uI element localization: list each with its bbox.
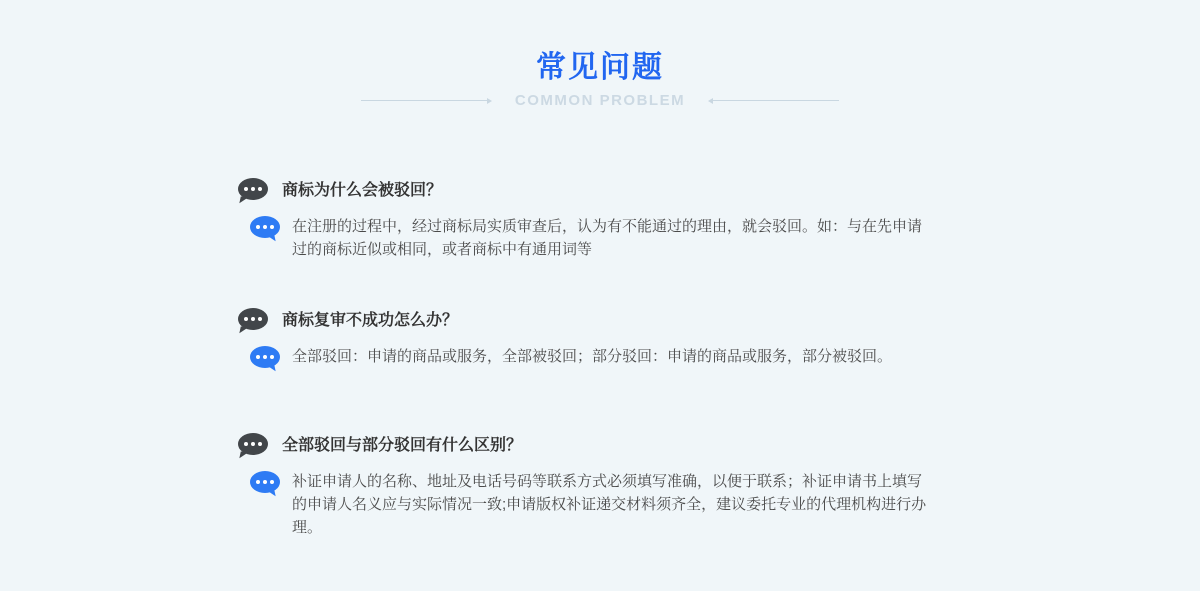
question-bubble-icon bbox=[238, 308, 268, 330]
question-row bbox=[238, 432, 938, 455]
section-header bbox=[0, 0, 1200, 109]
subtitle-row bbox=[0, 92, 1200, 109]
faq-item bbox=[238, 177, 938, 261]
answer-row bbox=[250, 215, 938, 261]
faq-item bbox=[238, 432, 938, 539]
question-row bbox=[238, 307, 938, 330]
question-bubble-icon bbox=[238, 178, 268, 200]
decorative-line-right bbox=[713, 100, 839, 101]
faq-item bbox=[238, 307, 938, 368]
faq-list bbox=[238, 177, 938, 539]
answer-bubble-icon bbox=[250, 471, 280, 493]
answer-text: 全部驳回：申请的商品或服务，全部被驳回；部分驳回：申请的商品或服务，部分被驳回。 bbox=[292, 348, 893, 365]
page-title: 常见问题 bbox=[536, 51, 664, 84]
question-row bbox=[238, 177, 938, 200]
question-text: 商标复审不成功怎么办？ bbox=[282, 312, 459, 329]
question-bubble-icon bbox=[238, 433, 268, 455]
answer-bubble-icon bbox=[250, 216, 280, 238]
decorative-line-left bbox=[361, 100, 487, 101]
question-text: 商标为什么会被驳回？ bbox=[282, 182, 443, 199]
answer-text: 在注册的过程中，经过商标局实质审查后，认为有不能通过的理由，就会驳回。如：与在先申请过的商标近似或相同，或者商标中有通用词等 bbox=[292, 218, 923, 258]
answer-bubble-icon bbox=[250, 346, 280, 368]
question-text: 全部驳回与部分驳回有什么区别？ bbox=[282, 437, 523, 454]
answer-text: 补证申请人的名称、地址及电话号码等联系方式必须填写准确，以便于联系；补证申请书上填写的申请人名义应与实际情况一致;申请版权补证递交材料须齐全，建议委托专业的代理机构进行办理。 bbox=[292, 473, 927, 536]
answer-row bbox=[250, 345, 938, 368]
answer-row bbox=[250, 470, 938, 539]
section-subtitle: COMMON PROBLEM bbox=[514, 92, 686, 109]
